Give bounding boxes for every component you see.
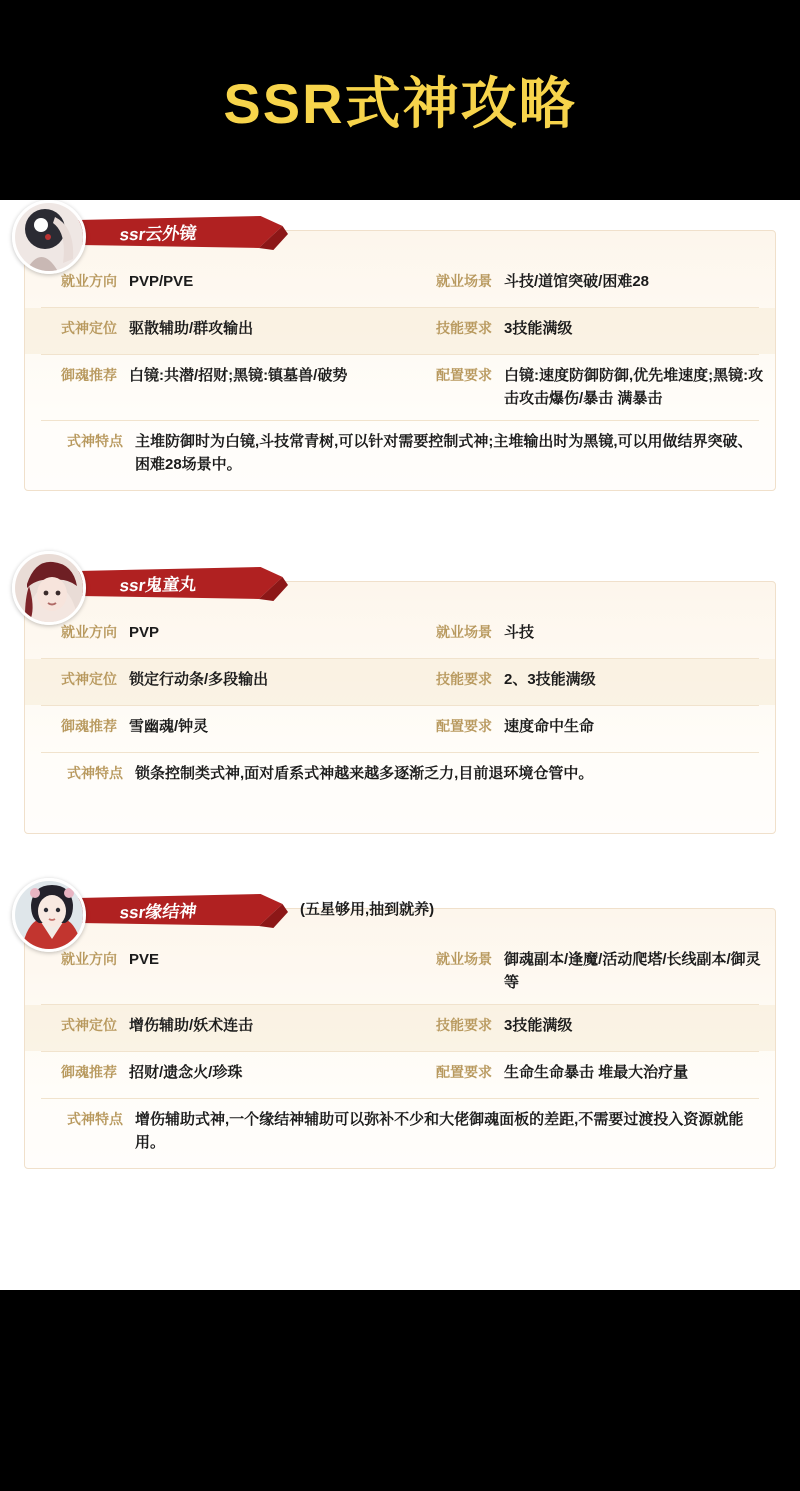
value-direction: PVP/PVE xyxy=(129,273,194,290)
value-config: 速度命中生命 xyxy=(504,718,595,735)
value-skill: 3技能满级 xyxy=(504,320,573,337)
avatar xyxy=(12,551,86,625)
cell-scene xyxy=(400,612,775,658)
value-position: 增伤辅助/妖术连击 xyxy=(129,1017,254,1034)
value-position: 驱散辅助/群攻输出 xyxy=(129,320,254,337)
table-row xyxy=(25,355,775,420)
label-position: 式神定位 xyxy=(61,1017,117,1033)
cell-scene xyxy=(400,939,775,1004)
card-banner xyxy=(78,565,288,601)
table-row xyxy=(25,939,775,1004)
value-config: 生命生命暴击 堆最大治疗量 xyxy=(504,1064,689,1081)
label-scene: 就业场景 xyxy=(436,273,492,289)
page-title: SSR式神攻略 xyxy=(223,72,577,135)
cell-config xyxy=(400,355,775,420)
label-feature: 式神特点 xyxy=(67,765,123,781)
table-row xyxy=(25,612,775,658)
table-row xyxy=(25,1099,775,1164)
value-skill: 3技能满级 xyxy=(504,1017,573,1034)
table-row xyxy=(25,753,775,799)
cell-feature xyxy=(25,753,775,799)
card-note: (五星够用,抽到就养) xyxy=(300,901,435,918)
title-bar xyxy=(0,0,800,200)
label-soul: 御魂推荐 xyxy=(61,718,117,734)
cell-skill xyxy=(400,659,775,705)
label-config: 配置要求 xyxy=(436,718,492,734)
label-direction: 就业方向 xyxy=(61,273,117,289)
card-body-3 xyxy=(24,908,776,1169)
shikigami-card-1 xyxy=(0,200,800,491)
cell-feature xyxy=(25,1099,775,1164)
card-pad xyxy=(25,799,775,829)
cell-direction xyxy=(25,612,400,658)
avatar xyxy=(12,878,86,952)
label-config: 配置要求 xyxy=(436,367,492,383)
label-skill: 技能要求 xyxy=(436,1017,492,1033)
cell-soul xyxy=(25,1052,400,1098)
table-row xyxy=(25,421,775,486)
cell-position xyxy=(25,308,400,354)
value-feature: 主堆防御时为白镜,斗技常青树,可以针对需要控制式神;主堆输出时为黑镜,可以用做结界突破、困难28场景中。 xyxy=(135,433,753,473)
table-row xyxy=(25,1005,775,1051)
label-scene: 就业场景 xyxy=(436,624,492,640)
shikigami-name: ssr鬼童丸 xyxy=(118,574,198,595)
card-banner xyxy=(78,214,288,250)
cell-soul xyxy=(25,706,400,752)
value-scene: 斗技/道馆突破/困难28 xyxy=(504,273,650,290)
label-feature: 式神特点 xyxy=(67,1111,123,1127)
value-scene: 斗技 xyxy=(504,624,535,641)
value-feature: 锁条控制类式神,面对盾系式神越来越多逐渐乏力,目前退环境仓管中。 xyxy=(135,765,594,782)
card-spacer xyxy=(0,491,800,551)
avatar xyxy=(12,200,86,274)
label-config: 配置要求 xyxy=(436,1064,492,1080)
cell-position xyxy=(25,659,400,705)
table-row xyxy=(25,308,775,354)
label-skill: 技能要求 xyxy=(436,671,492,687)
cell-position xyxy=(25,1005,400,1051)
label-feature: 式神特点 xyxy=(67,433,123,449)
value-feature: 增伤辅助式神,一个缘结神辅助可以弥补不少和大佬御魂面板的差距,不需要过渡投入资源就能用。 xyxy=(135,1111,744,1151)
shikigami-name: ssr云外镜 xyxy=(118,223,198,244)
shikigami-card-2 xyxy=(0,551,800,834)
bottom-bar xyxy=(0,1290,800,1491)
value-skill: 2、3技能满级 xyxy=(504,671,596,688)
cell-config xyxy=(400,706,775,752)
label-skill: 技能要求 xyxy=(436,320,492,336)
cell-skill xyxy=(400,1005,775,1051)
value-soul: 白镜:共潜/招财;黑镜:镇墓兽/破势 xyxy=(129,367,348,384)
value-position: 锁定行动条/多段输出 xyxy=(129,671,269,688)
label-soul: 御魂推荐 xyxy=(61,1064,117,1080)
value-direction: PVP xyxy=(129,624,160,641)
label-soul: 御魂推荐 xyxy=(61,367,117,383)
table-row xyxy=(25,659,775,705)
label-direction: 就业方向 xyxy=(61,951,117,967)
card-banner xyxy=(78,892,288,928)
label-scene: 就业场景 xyxy=(436,951,492,967)
value-scene: 御魂副本/逢魔/活动爬塔/长线副本/御灵等 xyxy=(504,951,761,991)
label-position: 式神定位 xyxy=(61,671,117,687)
card-body-1 xyxy=(24,230,776,491)
cell-soul xyxy=(25,355,400,420)
card-body-2 xyxy=(24,581,776,834)
card-spacer xyxy=(0,834,800,878)
value-direction: PVE xyxy=(129,951,160,968)
value-soul: 雪幽魂/钟灵 xyxy=(129,718,209,735)
value-soul: 招财/遗念火/珍珠 xyxy=(129,1064,243,1081)
cell-direction xyxy=(25,939,400,1004)
cell-direction xyxy=(25,261,400,307)
cell-config xyxy=(400,1052,775,1098)
table-row xyxy=(25,1052,775,1098)
shikigami-name: ssr缘结神 xyxy=(118,901,198,922)
cell-scene xyxy=(400,261,775,307)
label-position: 式神定位 xyxy=(61,320,117,336)
table-row xyxy=(25,261,775,307)
label-direction: 就业方向 xyxy=(61,624,117,640)
table-row xyxy=(25,706,775,752)
cell-skill xyxy=(400,308,775,354)
value-config: 白镜:速度防御防御,优先堆速度;黑镜:攻击攻击爆伤/暴击 满暴击 xyxy=(504,367,764,407)
shikigami-card-3 xyxy=(0,878,800,1169)
main-content xyxy=(0,200,800,1290)
cell-feature xyxy=(25,421,775,486)
